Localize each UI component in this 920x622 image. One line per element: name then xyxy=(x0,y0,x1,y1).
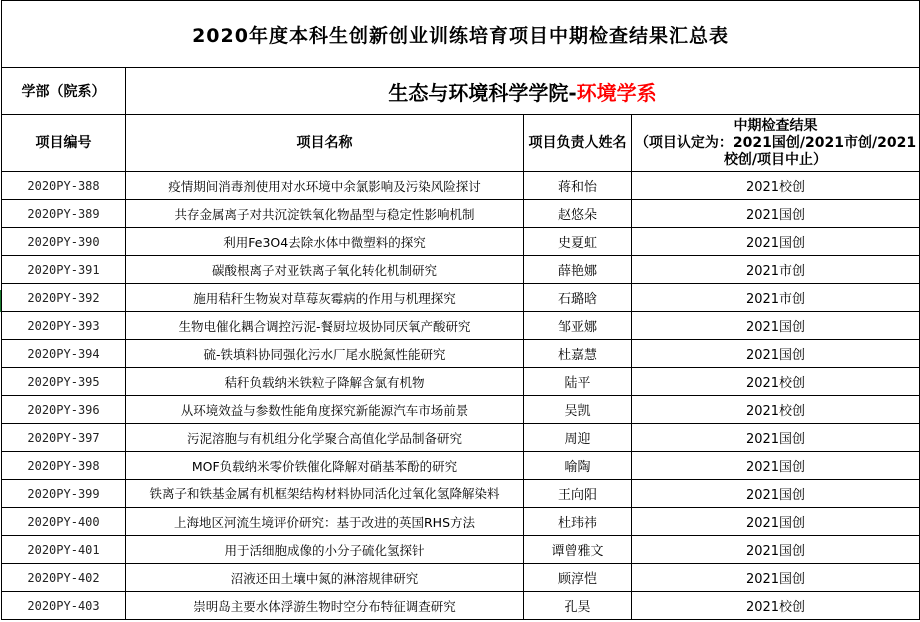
cell-result[interactable]: 2021国创 xyxy=(632,452,920,480)
cell-name[interactable]: 共存金属离子对共沉淀铁氧化物晶型与稳定性影响机制 xyxy=(126,200,524,228)
cell-name[interactable]: 秸秆负载纳米铁粒子降解含氯有机物 xyxy=(126,368,524,396)
cell-leader[interactable]: 赵悠朵 xyxy=(524,200,632,228)
table-row xyxy=(2,340,920,368)
cell-result[interactable]: 2021校创 xyxy=(632,396,920,424)
cell-result[interactable]: 2021校创 xyxy=(632,592,920,620)
cell-leader[interactable]: 喻陶 xyxy=(524,452,632,480)
cell-result[interactable]: 2021国创 xyxy=(632,508,920,536)
cell-code[interactable]: 2020PY-399 xyxy=(2,480,126,508)
cell-name[interactable]: 施用秸秆生物炭对草莓灰霉病的作用与机理探究 xyxy=(126,284,524,312)
table-row xyxy=(2,368,920,396)
cell-name[interactable]: 铁离子和铁基金属有机框架结构材料协同活化过氧化氢降解染料 xyxy=(126,480,524,508)
cell-code[interactable]: 2020PY-395 xyxy=(2,368,126,396)
page-title[interactable]: 2020年度本科生创新创业训练培育项目中期检查结果汇总表 xyxy=(2,1,920,68)
cell-name[interactable]: 从环境效益与参数性能角度探究新能源汽车市场前景 xyxy=(126,396,524,424)
department-value[interactable] xyxy=(126,68,920,115)
cell-name[interactable]: 污泥溶胞与有机组分化学聚合高值化学品制备研究 xyxy=(126,424,524,452)
table-row xyxy=(2,172,920,200)
header-result[interactable] xyxy=(632,115,920,172)
cell-leader[interactable]: 杜嘉慧 xyxy=(524,340,632,368)
cell-name[interactable]: 硫-铁填料协同强化污水厂尾水脱氮性能研究 xyxy=(126,340,524,368)
cell-leader[interactable]: 周迎 xyxy=(524,424,632,452)
table-row xyxy=(2,536,920,564)
cell-name[interactable]: 沼液还田土壤中氮的淋溶规律研究 xyxy=(126,564,524,592)
cell-leader[interactable]: 谭曾雅文 xyxy=(524,536,632,564)
cell-result[interactable]: 2021国创 xyxy=(632,564,920,592)
cell-name[interactable]: 利用Fe3O4去除水体中微塑料的探究 xyxy=(126,228,524,256)
title-row xyxy=(2,1,920,68)
cell-result[interactable]: 2021校创 xyxy=(632,172,920,200)
cell-code[interactable]: 2020PY-401 xyxy=(2,536,126,564)
cell-result[interactable]: 2021国创 xyxy=(632,312,920,340)
department-row xyxy=(2,68,920,115)
dept-name: 环境学系 xyxy=(576,80,657,105)
department-label[interactable]: 学部（院系） xyxy=(2,68,126,115)
table-row xyxy=(2,480,920,508)
cell-code[interactable]: 2020PY-400 xyxy=(2,508,126,536)
cell-name[interactable]: 生物电催化耦合调控污泥-餐厨垃圾协同厌氧产酸研究 xyxy=(126,312,524,340)
cell-code[interactable]: 2020PY-397 xyxy=(2,424,126,452)
college-name: 生态与环境科学学院- xyxy=(388,80,577,105)
cell-leader[interactable]: 邹亚娜 xyxy=(524,312,632,340)
table-row xyxy=(2,200,920,228)
cell-leader[interactable]: 石璐晗 xyxy=(524,284,632,312)
table-row xyxy=(2,256,920,284)
cell-leader[interactable]: 史夏虹 xyxy=(524,228,632,256)
table-row xyxy=(2,424,920,452)
cell-code[interactable]: 2020PY-394 xyxy=(2,340,126,368)
cell-code[interactable]: 2020PY-396 xyxy=(2,396,126,424)
cell-result[interactable]: 2021国创 xyxy=(632,340,920,368)
cell-leader[interactable]: 蒋和怡 xyxy=(524,172,632,200)
cell-code[interactable]: 2020PY-389 xyxy=(2,200,126,228)
summary-table xyxy=(1,0,920,620)
cell-code[interactable]: 2020PY-390 xyxy=(2,228,126,256)
table-row xyxy=(2,312,920,340)
cell-result[interactable]: 2021校创 xyxy=(632,368,920,396)
table-row xyxy=(2,508,920,536)
cell-leader[interactable]: 陆平 xyxy=(524,368,632,396)
cell-result[interactable]: 2021市创 xyxy=(632,284,920,312)
cell-leader[interactable]: 杜玮祎 xyxy=(524,508,632,536)
table-row xyxy=(2,228,920,256)
cell-code[interactable]: 2020PY-403 xyxy=(2,592,126,620)
cell-name[interactable]: 疫情期间消毒剂使用对水环境中余氯影响及污染风险探讨 xyxy=(126,172,524,200)
header-result-title: 中期检查结果 xyxy=(733,117,818,134)
cell-name[interactable]: 用于活细胞成像的小分子硫化氢探针 xyxy=(126,536,524,564)
cell-leader[interactable]: 薛艳娜 xyxy=(524,256,632,284)
cell-result[interactable]: 2021国创 xyxy=(632,228,920,256)
cell-leader[interactable]: 王向阳 xyxy=(524,480,632,508)
cell-name[interactable]: 碳酸根离子对亚铁离子氧化转化机制研究 xyxy=(126,256,524,284)
cell-result[interactable]: 2021市创 xyxy=(632,256,920,284)
table-row xyxy=(2,564,920,592)
cell-result[interactable]: 2021国创 xyxy=(632,480,920,508)
cell-code[interactable]: 2020PY-393 xyxy=(2,312,126,340)
cell-result[interactable]: 2021国创 xyxy=(632,424,920,452)
table-row xyxy=(2,452,920,480)
cell-name[interactable]: 崇明岛主要水体浮游生物时空分布特征调查研究 xyxy=(126,592,524,620)
table-row xyxy=(2,284,920,312)
cell-result[interactable]: 2021国创 xyxy=(632,200,920,228)
cell-result[interactable]: 2021国创 xyxy=(632,536,920,564)
header-name[interactable]: 项目名称 xyxy=(126,115,524,172)
cell-code[interactable]: 2020PY-392 xyxy=(2,284,126,312)
cell-leader[interactable]: 顾淳恺 xyxy=(524,564,632,592)
cell-code[interactable]: 2020PY-398 xyxy=(2,452,126,480)
cell-leader[interactable]: 吴凯 xyxy=(524,396,632,424)
table-row xyxy=(2,396,920,424)
header-leader[interactable]: 项目负责人姓名 xyxy=(524,115,632,172)
table-row xyxy=(2,592,920,620)
cell-name[interactable]: 上海地区河流生境评价研究：基于改进的英国RHS方法 xyxy=(126,508,524,536)
header-row xyxy=(2,115,920,172)
cell-leader[interactable]: 孔昊 xyxy=(524,592,632,620)
cell-code[interactable]: 2020PY-388 xyxy=(2,172,126,200)
cell-code[interactable]: 2020PY-391 xyxy=(2,256,126,284)
cell-name[interactable]: MOF负载纳米零价铁催化降解对硝基苯酚的研究 xyxy=(126,452,524,480)
header-result-note: （项目认定为：2021国创/2021市创/2021校创/项目中止） xyxy=(634,134,917,168)
header-code[interactable]: 项目编号 xyxy=(2,115,126,172)
cell-code[interactable]: 2020PY-402 xyxy=(2,564,126,592)
